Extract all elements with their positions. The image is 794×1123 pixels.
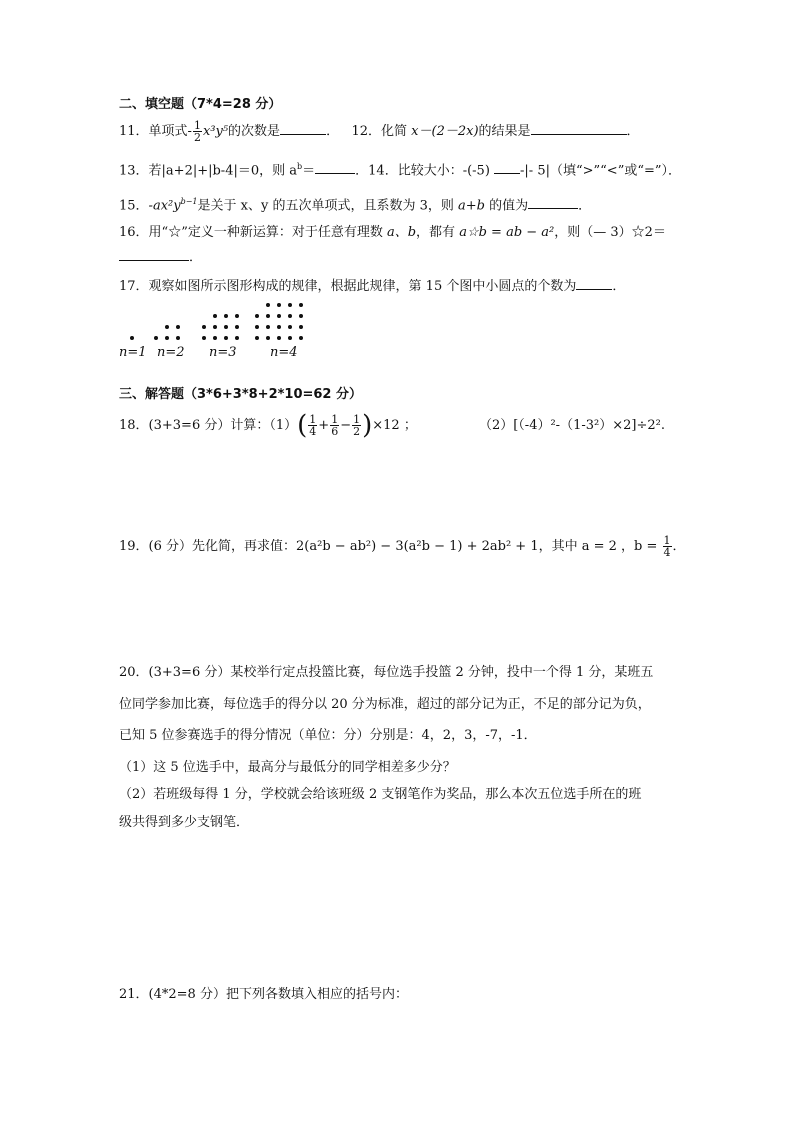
figure-label-n4: n=4 <box>270 345 298 360</box>
question-11-12 <box>119 120 640 143</box>
q12-expr: x－(2－2x) <box>411 124 479 139</box>
frac-num: 1 <box>353 413 361 426</box>
dot <box>266 314 270 318</box>
q14-text: ．14．比较大小：-(-5) <box>355 163 495 179</box>
q16-answer-blank[interactable] <box>119 248 189 261</box>
question-21: 21．(4*2=8 分）把下列各数填入相应的括号内： <box>119 987 408 1002</box>
frac-den: 6 <box>331 425 339 438</box>
dot <box>176 325 180 329</box>
question-19 <box>119 535 686 558</box>
q12-prefix: 12．化简 <box>351 124 412 139</box>
q16-vars: a、b <box>386 225 417 240</box>
q11-text: 的次数是 <box>228 124 281 139</box>
dot <box>202 325 206 329</box>
q16-text-3: ，则（— 3）☆2＝ <box>554 225 666 240</box>
q11-prefix: 11．单项式- <box>119 124 192 139</box>
dot <box>224 336 228 340</box>
q12-answer-blank[interactable] <box>531 122 627 135</box>
q18-right-paren: ) <box>362 410 373 441</box>
q13-eq: ＝ <box>302 163 316 179</box>
q15-end: ． <box>578 198 592 214</box>
dot <box>154 336 158 340</box>
dot <box>299 336 303 340</box>
section-2-heading: 二、填空题（7*4=28 分） <box>119 97 282 112</box>
dot <box>213 314 217 318</box>
q19-text-2: ，其中 a = 2 ，b = <box>538 539 662 554</box>
dot <box>277 303 281 307</box>
q15-sup: b−1 <box>180 197 198 206</box>
dot <box>266 303 270 307</box>
question-20-part-2: （2）若班级每得 1 分，学校就会给该班级 2 支钢笔作为奖品，那么本次五位选手所在的班 <box>119 787 642 802</box>
dot <box>213 336 217 340</box>
q15-ab: a+b <box>457 198 485 214</box>
q14-text-2: -|- 5|（填“>”“<”或“=”）． <box>520 163 682 179</box>
frac-num: 1 <box>331 413 339 426</box>
question-13-14 <box>119 158 681 180</box>
q12-end: ． <box>626 124 640 139</box>
question-16 <box>119 224 666 242</box>
q12-text: 的结果是 <box>478 124 531 139</box>
dot <box>266 325 270 329</box>
question-15: 15．$-ax^2y^{b-1}$是关于 x、y 的五次单项式，且系数为 3，则 a+b 的值为 ． <box>119 197 592 214</box>
question-18: 18．(3+3=6 分）计算：（1）( $\frac{1}{4}$ + $\frac{1}{6}$ − $\frac{1}{2}$ )×12 ； （2）[（-4）²-（1-3²）×2]÷2². <box>119 410 665 441</box>
q18-part-2: （2）[（-4）²-（1-3²）×2]÷2². <box>478 418 665 433</box>
dot <box>277 314 281 318</box>
dot <box>165 336 169 340</box>
q19-fraction <box>663 535 672 558</box>
q16-text: 16．用“☆”定义一种新运算：对于任意有理数 <box>119 225 387 240</box>
dot <box>299 314 303 318</box>
dot <box>299 325 303 329</box>
q18-text: 18．(3+3=6 分）计算：（1） <box>119 418 298 433</box>
q15-expr: -ax²y <box>148 198 181 214</box>
q11-frac-num: 1 <box>193 119 201 132</box>
dot <box>165 325 169 329</box>
dot <box>224 325 228 329</box>
question-20-part-2-cont: 级共得到多少支钢笔． <box>119 815 250 830</box>
dot <box>255 336 259 340</box>
q17-text: 17．观察如图所示图形构成的规律，根据此规律，第 15 个图中小圆点的个数为 <box>119 279 577 294</box>
dot <box>299 303 303 307</box>
frac-num: 1 <box>663 534 671 547</box>
q11-term: x³y⁵ <box>202 124 229 139</box>
q14-answer-blank[interactable] <box>494 161 520 174</box>
dot <box>202 336 206 340</box>
dot <box>255 314 259 318</box>
dot <box>255 325 259 329</box>
q19-expr: 2(a²b − ab²) − 3(a²b − 1) + 2ab² + 1 <box>296 539 539 554</box>
q18-frac-2 <box>330 414 339 437</box>
q11-answer-blank[interactable] <box>280 122 326 135</box>
q11-frac-den: 2 <box>193 131 201 144</box>
question-20-line-1: 20．(3+3=6 分）某校举行定点投篮比赛，每位选手投篮 2 分钟，投中一个得 1 分，某班五 <box>119 665 654 680</box>
q16-text-2: ，都有 <box>416 225 460 240</box>
q18-frac-1 <box>308 414 317 437</box>
figure-label-n1: n=1 <box>119 345 147 360</box>
frac-den: 2 <box>353 425 361 438</box>
dot <box>288 314 292 318</box>
question-20-part-1: （1）这 5 位选手中，最高分与最低分的同学相差多少分？ <box>119 760 456 775</box>
figure-label-n2: n=2 <box>157 345 185 360</box>
q11-end: ． <box>326 124 340 139</box>
question-17 <box>119 277 625 296</box>
frac-den: 4 <box>309 425 317 438</box>
question-20-line-2: 位同学参加比赛，每位选手的得分以 20 分为标准，超过的部分记为正，不足的部分记为负， <box>119 697 651 712</box>
q13-text: 13．若|a+2|+|b-4|＝0，则 a <box>119 163 298 179</box>
q18-times: ×12 ； <box>372 418 417 433</box>
q19-text: 19．(6 分）先化简，再求值： <box>119 539 297 554</box>
q18-frac-3 <box>352 414 361 437</box>
q19-end: ． <box>672 539 686 554</box>
q17-answer-blank[interactable] <box>576 277 612 290</box>
q15-answer-blank[interactable] <box>528 196 578 209</box>
q11-fraction <box>193 120 202 143</box>
dot <box>235 336 239 340</box>
dot <box>277 336 281 340</box>
frac-num: 1 <box>309 413 317 426</box>
dot <box>266 336 270 340</box>
dot <box>235 314 239 318</box>
q15-text: 是关于 x、y 的五次单项式，且系数为 3，则 <box>197 198 458 214</box>
dot <box>288 325 292 329</box>
q16-end: ． <box>189 250 203 265</box>
q17-end: ． <box>612 279 626 294</box>
section-3-heading: 三、解答题（3*6+3*8+2*10=62 分） <box>119 387 363 402</box>
dot <box>213 325 217 329</box>
figure-label-n3: n=3 <box>209 345 237 360</box>
dot <box>235 325 239 329</box>
q13-answer-blank[interactable] <box>315 161 355 174</box>
q16-definition: a☆b = ab − a² <box>459 225 555 240</box>
question-16-cont <box>119 248 202 267</box>
dot <box>288 336 292 340</box>
dot <box>277 325 281 329</box>
dot <box>130 336 134 340</box>
q18-left-paren: ( <box>297 410 308 441</box>
dot <box>224 314 228 318</box>
dot <box>176 336 180 340</box>
frac-den: 4 <box>663 546 671 559</box>
q13-sup: b <box>297 162 303 171</box>
q15-text-2: 的值为 <box>484 198 529 214</box>
question-20-line-3: 已知 5 位参赛选手的得分情况（单位：分）分别是：4，2，3，-7，-1． <box>119 728 537 743</box>
dot <box>288 303 292 307</box>
